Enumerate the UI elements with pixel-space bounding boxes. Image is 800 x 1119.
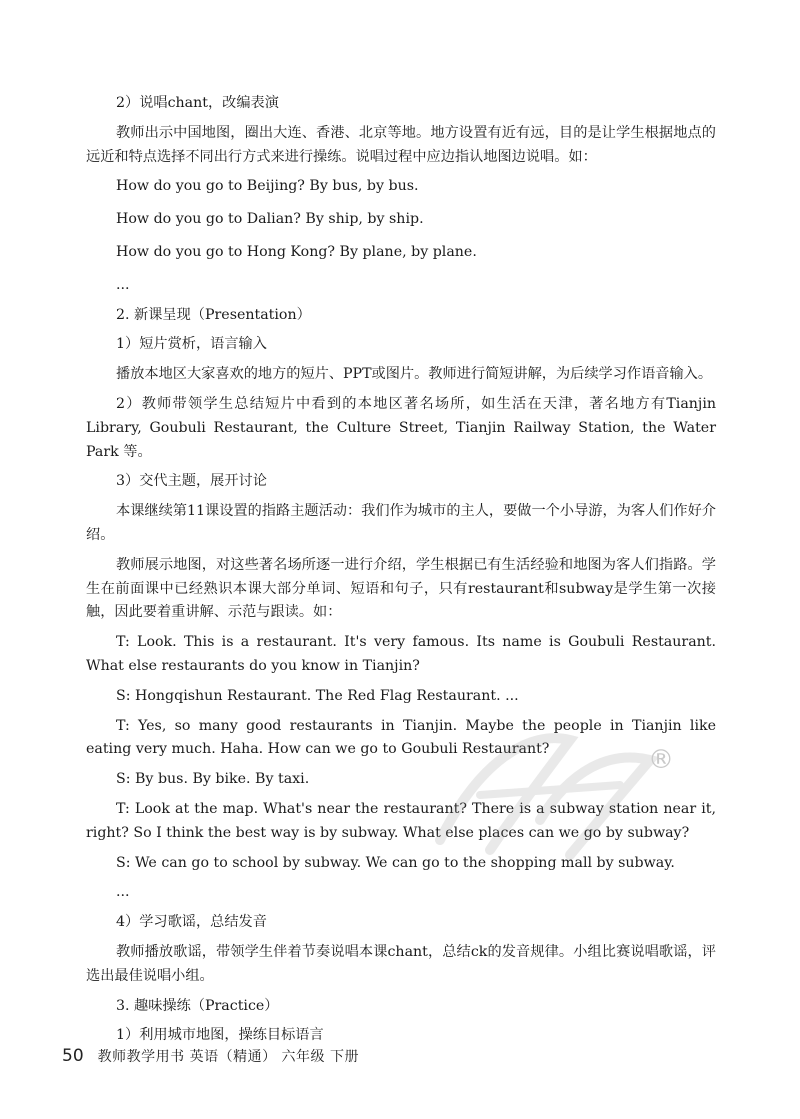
subheading-song: 4）学习歌谣，总结发音 (116, 914, 267, 931)
dialogue-line: T: Look at the map. What's near the restaurant? There is a subway station near it, right? So I think the best way is by subway. What else places can we go by subway? (86, 800, 716, 841)
subheading-video: 1）短片赏析，语言输入 (116, 336, 267, 353)
example-sentence: How do you go to Beijing? By bus, by bus. (116, 178, 419, 195)
dialogue-line: T: Yes, so many good restaurants in Tianjin. Maybe the people in Tianjin like eating very much. Haha. How can we go to Goubuli Restaurant? (86, 717, 716, 758)
dialogue-line: S: We can go to school by subway. We can go to the shopping mall by subway. (116, 854, 675, 871)
section-heading-practice: 3. 趣味操练（Practice） (116, 997, 279, 1014)
dialogue-line: S: By bus. By bike. By taxi. (116, 771, 310, 788)
section-heading-presentation: 2. 新课呈现（Presentation） (116, 306, 311, 323)
example-sentence: How do you go to Dalian? By ship, by ship. (116, 211, 424, 228)
subheading-chant: 2）说唱chant，改编表演 (116, 95, 279, 111)
dialogue-line: T: Look. This is a restaurant. It's very famous. Its name is Goubuli Restaurant. What else restaurants do you know in Tianjin? (86, 634, 716, 674)
ellipsis: ... (116, 276, 130, 293)
paragraph: 2）教师带领学生总结短片中看到的本地区著名场所，如生活在天津，著名地方有Tianjin Library, Goubuli Restaurant, the Culture Street, Tianjin Railway Station, the Water Park 等。 (86, 395, 716, 460)
paragraph: 教师播放歌谣，带领学生伴着节奏说唱本课chant，总结ck的发音规律。小组比赛说唱歌谣，评选出最佳说唱小组。 (86, 943, 716, 984)
ellipsis: ... (116, 884, 130, 901)
subheading-map: 1）利用城市地图，操练目标语言 (116, 1027, 324, 1044)
example-sentence: How do you go to Hong Kong? By plane, by plane. (116, 243, 477, 260)
paragraph: 本课继续第11课设置的指路主题活动：我们作为城市的主人，要做一个小导游，为客人们作好介绍。 (86, 503, 716, 543)
page-content (86, 92, 716, 1054)
paragraph: 教师出示中国地图，圈出大连、香港、北京等地。地方设置有近有远，目的是让学生根据地点的远近和特点选择不同出行方式来进行操练。说唱过程中应边指认地图边说唱。如： (86, 124, 716, 165)
paragraph: 教师展示地图，对这些著名场所逐一进行介绍，学生根据已有生活经验和地图为客人们指路。学生在前面课中已经熟识本课大部分单词、短语和句子，只有restaurant和subway是学生第一次接触，因此要着重讲解、示范与跟读。如： (86, 556, 716, 621)
paragraph: 播放本地区大家喜欢的地方的短片、PPT或图片。教师进行简短讲解，为后续学习作语音输入。 (116, 366, 713, 383)
page-footer (62, 1046, 359, 1076)
page-number: 50 (62, 1046, 84, 1066)
dialogue-line: S: Hongqishun Restaurant. The Red Flag Restaurant. ... (116, 687, 519, 704)
subheading-topic: 3）交代主题，展开讨论 (116, 473, 267, 490)
registered-mark: ® (648, 745, 674, 775)
book-title: 教师教学用书 英语（精通） 六年级 下册 (97, 1049, 359, 1065)
